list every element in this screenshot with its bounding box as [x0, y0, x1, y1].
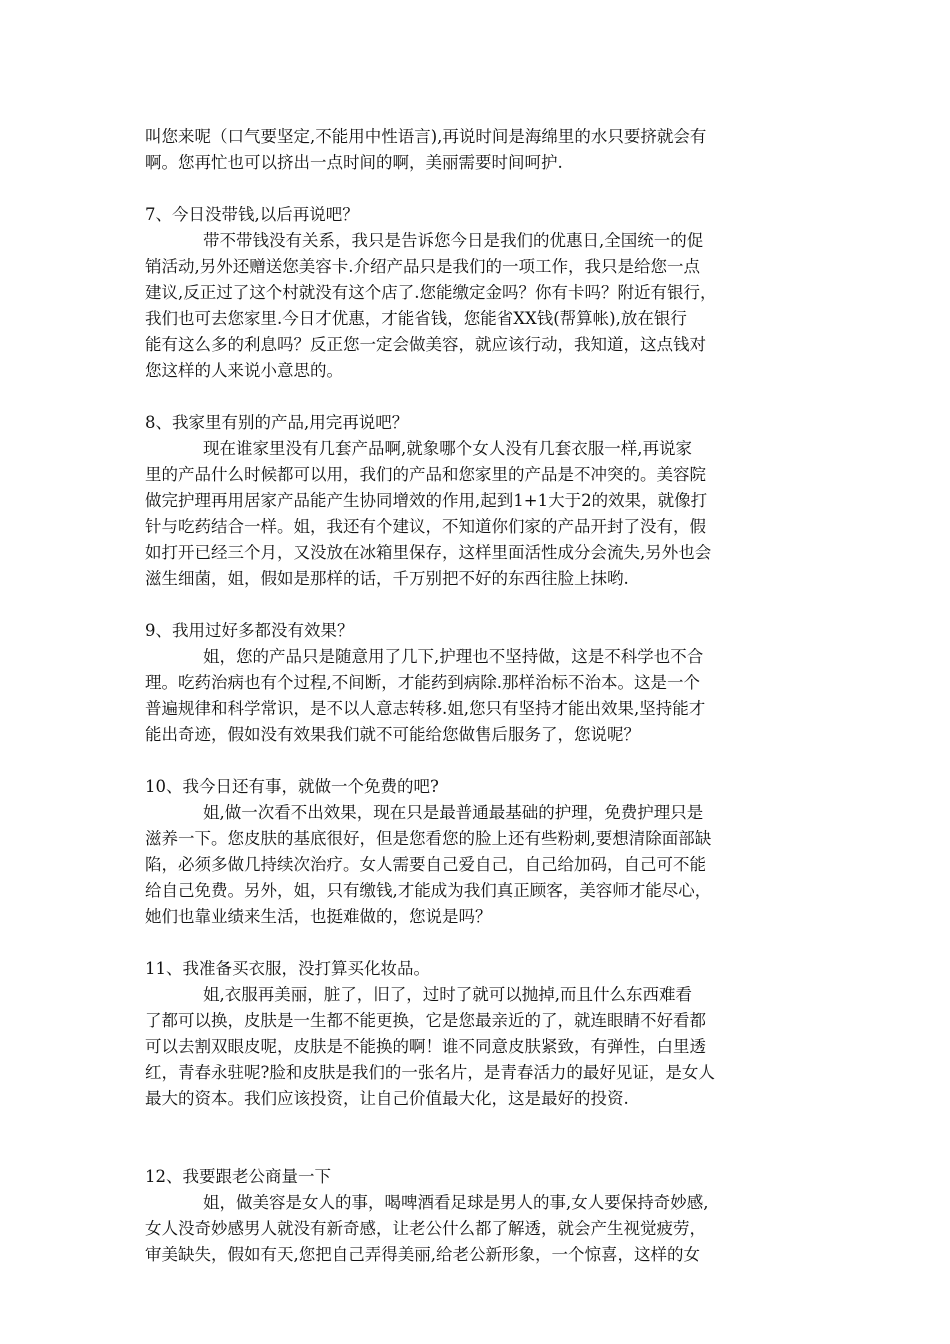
paragraph-gap [145, 592, 815, 618]
answer-line: 最大的资本。我们应该投资，让自己价值最大化，这是最好的投资. [145, 1089, 629, 1108]
answer-line: 您这样的人来说小意思的。 [145, 361, 343, 380]
paragraph-gap [145, 176, 815, 202]
question-heading: 10、我今日还有事，就做一个免费的吧? [145, 777, 439, 796]
answer-line: 普遍规律和科学常识，是不以人意志转移.姐,您只有坚持才能出效果,坚持能才 [145, 699, 706, 718]
answer-line: 针与吃药结合一样。姐，我还有个建议，不知道你们家的产品开封了没有，假 [145, 517, 706, 536]
faq-section [145, 774, 815, 930]
answer-line: 叫您来呢（口气要坚定,不能用中性语言),再说时间是海绵里的水只要挤就会有 [145, 127, 707, 146]
document-body [145, 124, 815, 1268]
answer-line: 啊。您再忙也可以挤出一点时间的啊，美丽需要时间呵护. [145, 153, 563, 172]
paragraph-gap [145, 930, 815, 956]
faq-section [145, 410, 815, 592]
question-heading: 7、今日没带钱,以后再说吧？ [145, 205, 359, 224]
paragraph-gap [145, 1112, 815, 1164]
answer-line: 如打开已经三个月，又没放在冰箱里保存，这样里面活性成分会流失,另外也会 [145, 543, 712, 562]
paragraph-gap [145, 748, 815, 774]
answer-line: 我们也可去您家里.今日才优惠，才能省钱，您能省XX钱(帮算帐),放在银行 [145, 309, 687, 328]
answer-line: 给自己免费。另外，姐，只有缴钱,才能成为我们真正顾客，美容师才能尽心， [145, 881, 712, 900]
answer-line: 她们也靠业绩来生活，也挺难做的，您说是吗？ [145, 907, 492, 926]
faq-section [145, 124, 815, 176]
answer-line: 姐,做一次看不出效果，现在只是最普通最基础的护理，免费护理只是 [203, 803, 704, 822]
faq-section [145, 202, 815, 384]
answer-line: 能有这么多的利息吗？反正您一定会做美容，就应该行动，我知道，这点钱对 [145, 335, 706, 354]
answer-line: 能出奇迹，假如没有效果我们就不可能给您做售后服务了，您说呢？ [145, 725, 640, 744]
answer-line: 红，青春永驻呢?脸和皮肤是我们的一张名片，是青春活力的最好见证，是女人 [145, 1063, 715, 1082]
answer-line: 滋养一下。您皮肤的基底很好，但是您看您的脸上还有些粉刺,要想清除面部缺 [145, 829, 712, 848]
answer-line: 姐，您的产品只是随意用了几下,护理也不坚持做，这是不科学也不合 [203, 647, 704, 666]
answer-line: 审美缺失，假如有天,您把自己弄得美丽,给老公新形象，一个惊喜，这样的女 [145, 1245, 700, 1264]
answer-line: 销活动,另外还赠送您美容卡.介绍产品只是我们的一项工作，我只是给您一点 [145, 257, 700, 276]
answer-line: 可以去割双眼皮呢，皮肤是不能换的啊！谁不同意皮肤紧致，有弹性，白里透 [145, 1037, 706, 1056]
answer-line: 带不带钱没有关系，我只是告诉您今日是我们的优惠日,全国统一的促 [203, 231, 704, 250]
question-heading: 9、我用过好多都没有效果？ [145, 621, 354, 640]
paragraph-gap [145, 384, 815, 410]
answer-line: 了都可以换，皮肤是一生都不能更换，它是您最亲近的了，就连眼睛不好看都 [145, 1011, 706, 1030]
faq-section [145, 956, 815, 1112]
answer-line: 滋生细菌，姐，假如是那样的话，千万别把不好的东西往脸上抹哟. [145, 569, 629, 588]
answer-line: 做完护理再用居家产品能产生协同增效的作用,起到1+1大于2的效果，就像打 [145, 491, 708, 510]
answer-line: 里的产品什么时候都可以用，我们的产品和您家里的产品是不冲突的。美容院 [145, 465, 706, 484]
question-heading: 12、我要跟老公商量一下 [145, 1167, 331, 1186]
answer-line: 建议,反正过了这个村就没有这个店了.您能缴定金吗？你有卡吗？附近有银行， [145, 283, 717, 302]
answer-line: 女人没奇妙感男人就没有新奇感，让老公什么都了解透，就会产生视觉疲劳， [145, 1219, 706, 1238]
faq-section [145, 618, 815, 748]
answer-line: 理。吃药治病也有个过程,不间断，才能药到病除.那样治标不治本。这是一个 [145, 673, 700, 692]
answer-line: 陷，必须多做几持续次治疗。女人需要自己爱自己，自己给加码，自己可不能 [145, 855, 706, 874]
answer-line: 现在谁家里没有几套产品啊,就象哪个女人没有几套衣服一样,再说家 [203, 439, 692, 458]
answer-line: 姐，做美容是女人的事，喝啤酒看足球是男人的事,女人要保持奇妙感, [203, 1193, 709, 1212]
question-heading: 11、我准备买衣服，没打算买化妆品。 [145, 959, 430, 978]
question-heading: 8、我家里有别的产品,用完再说吧？ [145, 413, 409, 432]
answer-line: 姐,衣服再美丽，脏了，旧了，过时了就可以抛掉,而且什么东西难看 [203, 985, 692, 1004]
faq-section [145, 1164, 815, 1268]
